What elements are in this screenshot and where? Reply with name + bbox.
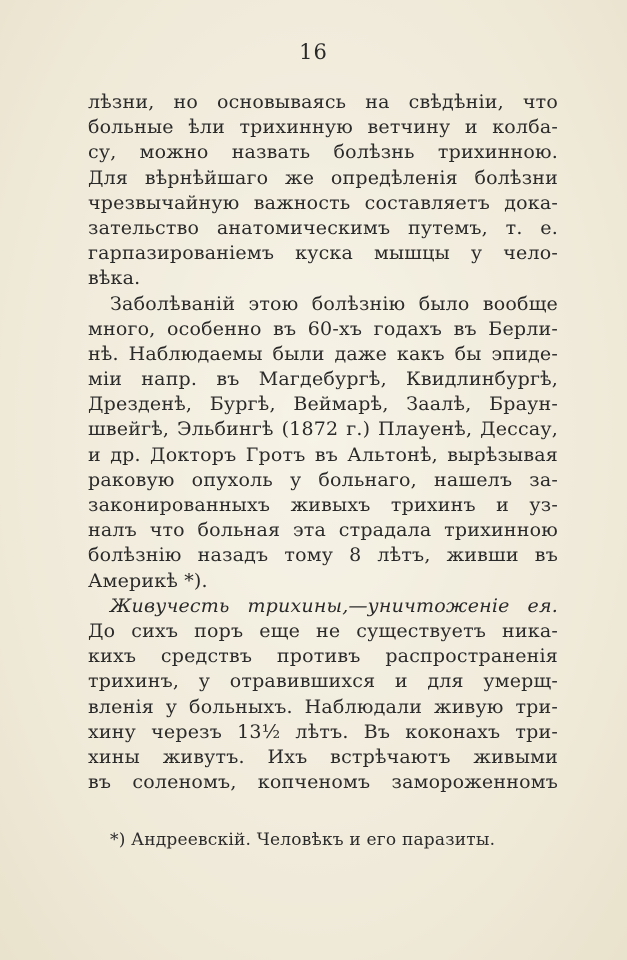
body-text	[88, 90, 558, 795]
text-line: больные ѣли трихинную ветчину и колба-	[88, 116, 558, 139]
text-line: Для вѣрнѣйшаго же опредѣленія болѣзни	[88, 166, 558, 189]
text-line: хины живутъ. Ихъ встрѣчаютъ живыми	[88, 745, 558, 768]
text-line: вленія у больныхъ. Наблюдали живую три-	[88, 695, 558, 718]
text-line: хину черезъ 13½ лѣтъ. Въ коконахъ три-	[88, 720, 558, 743]
text-line: Америкѣ *).	[88, 569, 208, 592]
page-number: 16	[299, 40, 328, 64]
text-line: гарпазированіемъ куска мышцы у чело-	[88, 242, 558, 265]
text-line: швейгѣ, Эльбингѣ (1872 г.) Плауенѣ, Дессау,	[88, 418, 558, 441]
text-line: кихъ средствъ противъ распространенія	[88, 645, 558, 668]
text-line: су, можно назвать болѣзнь трихинною.	[88, 141, 558, 164]
text-line: много, особенно въ 60-хъ годахъ въ Берли-	[88, 317, 558, 340]
text-line: налъ что больная эта страдала трихинною	[88, 519, 558, 542]
text-line: чрезвычайную важность составляетъ дока-	[88, 191, 558, 214]
text-line: трихинъ, у отравившихся и для умерщ-	[88, 670, 558, 693]
text-line: міи напр. въ Магдебургѣ, Квидлинбургѣ,	[88, 368, 558, 391]
text-line: вѣка.	[88, 267, 141, 290]
text-line: зательство анатомическимъ путемъ, т. е.	[88, 216, 558, 239]
text-line: Дрезденѣ, Бургѣ, Веймарѣ, Заалѣ, Браун-	[88, 393, 558, 416]
text-line: законированныхъ живыхъ трихинъ и уз-	[88, 494, 558, 516]
text-line: До сихъ поръ еще не существуетъ ника-	[88, 619, 558, 642]
text-line: въ соленомъ, копченомъ замороженномъ	[88, 771, 558, 794]
paragraph-first-line: Заболѣваній этою болѣзнію было вообще	[110, 292, 558, 315]
section-heading: Живучесть трихины,—уничтоженіе ея.	[110, 594, 558, 617]
text-line: лѣзни, но основываясь на свѣдѣніи, что	[88, 91, 558, 113]
footnote: *) Андреевскій. Человѣкъ и его паразиты.	[110, 830, 496, 850]
text-line: раковую опухоль у больнаго, нашелъ за-	[88, 468, 558, 491]
text-line: и др. Докторъ Гротъ въ Альтонѣ, вырѣзывая	[88, 443, 558, 466]
text-line: нѣ. Наблюдаемы были даже какъ бы эпиде-	[88, 342, 558, 365]
text-line: болѣзнію назадъ тому 8 лѣтъ, живши въ	[88, 544, 558, 567]
